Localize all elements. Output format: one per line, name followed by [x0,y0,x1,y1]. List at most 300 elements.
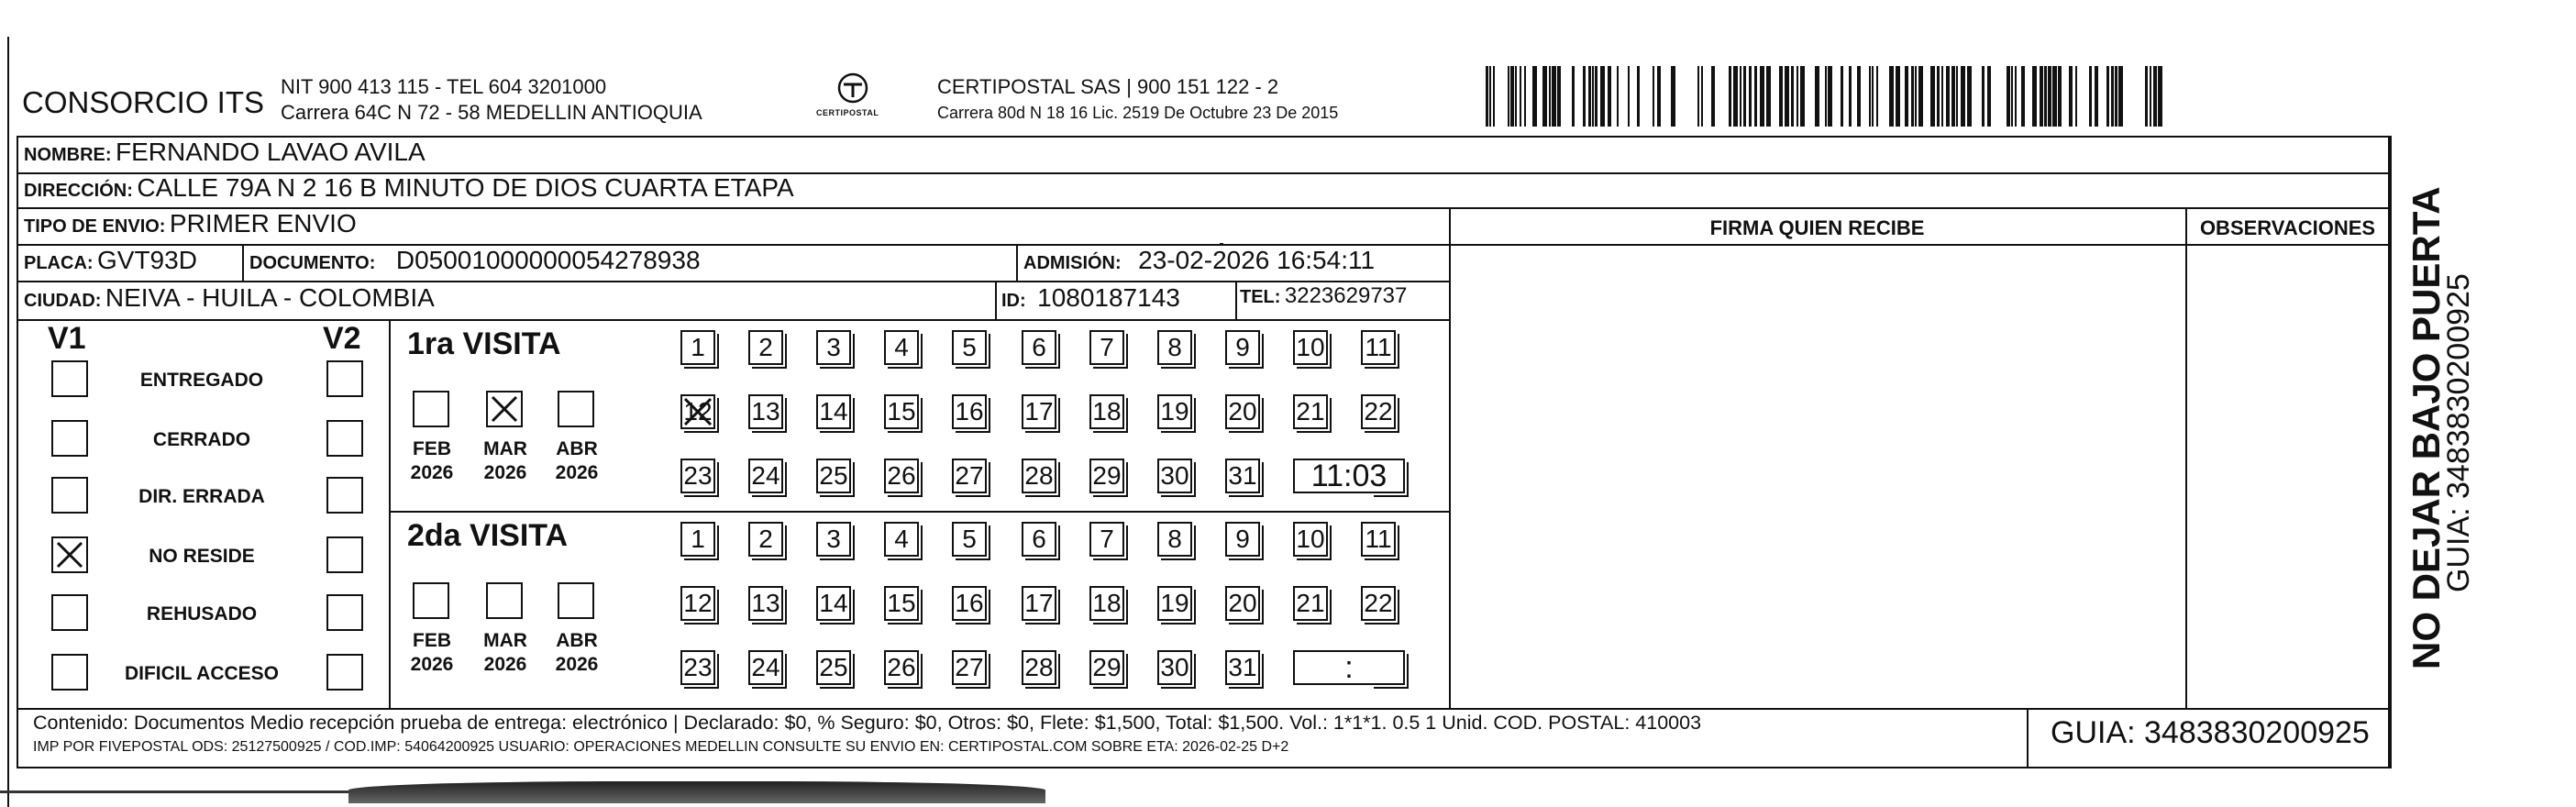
visit1-day-label: 21 [1296,397,1325,426]
visit1-day-15[interactable] [884,394,919,429]
visit1-day-label: 24 [751,461,780,490]
visit2-time-box[interactable] [1293,650,1405,685]
visit2-day-label: 15 [887,589,916,617]
barcode-bar [1815,66,1819,127]
barcode-bar [1515,66,1517,127]
visit1-day-label: 13 [751,397,780,426]
visit2-day-26[interactable] [884,650,919,685]
barcode-bar [2052,66,2057,127]
visit2-day-label: 12 [683,589,713,617]
visit1-day-label: 9 [1235,333,1250,361]
visit2-day-label: 18 [1092,589,1122,617]
nombre-value: FERNANDO LAVAO AVILA [116,138,426,166]
visit2-month-checkbox-mar[interactable] [486,582,523,619]
visit2-day-label: 7 [1100,525,1114,553]
visit2-day-17[interactable] [1022,586,1056,621]
placa-label: PLACA: [24,253,94,273]
barcode-bar [1766,66,1771,127]
barcode-bar [1930,66,1935,127]
visit1-day-23[interactable] [680,459,715,493]
visit2-day-27[interactable] [952,650,987,685]
visit2-month-label: ABR [556,630,598,651]
visit1-day-label: 16 [955,397,984,426]
barcode-bar [1849,66,1852,127]
visit1-day-27[interactable] [952,459,987,493]
visit1-day-1[interactable] [680,330,715,365]
visit2-day-19[interactable] [1157,586,1192,621]
visit1-day-19[interactable] [1157,394,1192,429]
barcode-bar [1946,66,1950,127]
visit2-day-label: 29 [1092,653,1122,681]
page-left-border [7,37,9,807]
id-label: ID: [1001,291,1026,311]
barcode-bar [1608,66,1611,127]
barcode-bar [1889,66,1894,127]
visit1-day-label: 1 [691,333,705,361]
barcode-bar [1937,66,1940,127]
barcode-bar [2021,66,2025,127]
barcode-bar [1542,66,1547,127]
visit2-day-label: 8 [1167,525,1182,553]
barcode-bar [2153,66,2157,127]
visit2-day-label: 16 [955,589,984,617]
id-value: 1080187143 [1037,283,1180,312]
visit1-day-label: 28 [1024,461,1054,490]
certipostal-logo [814,72,891,125]
visit2-year-label: 2026 [555,654,599,675]
side-guia: GUIA: 3483830200925 [2441,273,2476,592]
barcode-bar [1841,66,1843,127]
visit2-day-label: 28 [1024,653,1054,681]
visit2-day-9[interactable] [1225,522,1260,557]
barcode [1486,66,2164,127]
ciudad-label: CIUDAD: [24,291,102,311]
visit2-day-18[interactable] [1089,586,1124,621]
visit1-day-3[interactable] [816,330,851,365]
visit1-day-label: 25 [819,461,848,490]
barcode-bar [1872,66,1874,127]
barcode-bar [1583,66,1586,127]
v2-checkbox-cerrado[interactable] [326,420,363,457]
tel-label: TEL: [1240,287,1281,307]
visit2-day-29[interactable] [1089,650,1124,685]
visit2-day-label: 9 [1235,525,1250,553]
barcode-bar [2075,66,2077,127]
v2-label: V2 [323,321,361,356]
visit1-year-label: 2026 [410,462,454,483]
visit1-day-label: 31 [1228,461,1257,490]
visit1-day-label: 14 [819,397,848,426]
visit2-day-10[interactable] [1293,522,1328,557]
nombre-row [24,138,426,167]
barcode-bar [1951,66,1955,127]
visit1-day-25[interactable] [816,459,851,493]
barcode-bar [1941,66,1943,127]
barcode-bar [2044,66,2047,127]
barcode-bar [2040,66,2043,127]
visit2-day-12[interactable] [680,586,715,621]
barcode-bar [1825,66,1827,127]
barcode-bar [1857,66,1861,127]
barcode-bar [1489,66,1491,127]
visit1-day-label: 6 [1032,333,1046,361]
documento-value: D05001000000054278938 [395,246,701,274]
visit1-day-9[interactable] [1225,330,1260,365]
visit2-day-label: 19 [1160,589,1189,617]
ciudad-field [24,283,435,313]
visit2-year-label: 2026 [410,654,454,675]
visit1-day-label: 5 [962,333,977,361]
visit2-day-label: 17 [1024,589,1054,617]
visit2-time-value: : [1344,650,1354,685]
visit2-day-label: 13 [751,589,780,617]
barcode-bar [1961,66,1965,127]
barcode-bar [2150,66,2151,127]
visit2-day-8[interactable] [1157,522,1192,557]
barcode-bar [1876,66,1878,127]
visit1-day-label: 2 [758,333,773,361]
visit1-day-20[interactable] [1225,394,1260,429]
visit1-day-18[interactable] [1089,394,1124,429]
barcode-bar [1779,66,1783,127]
status-option-label: NO RESIDE [149,546,255,567]
visit2-day-28[interactable] [1022,650,1056,685]
visit1-month-label: FEB [413,438,451,459]
barcode-bar [2032,66,2037,127]
barcode-bar [1918,66,1923,127]
status-option-label: DIFICIL ACCESO [124,663,279,684]
barcode-bar [1486,66,1488,127]
barcode-bar [1791,66,1794,127]
visit2-day-16[interactable] [952,586,987,621]
visit2-day-label: 11 [1365,525,1392,553]
v1-label: V1 [48,321,86,356]
visit1-day-8[interactable] [1157,330,1192,365]
visit2-day-label: 25 [819,653,848,681]
status-option-label: REHUSADO [146,603,258,625]
visit2-day-1[interactable] [680,522,715,557]
visit2-day-22[interactable] [1361,586,1396,621]
barcode-bar [1701,66,1703,127]
visit1-day-label: 8 [1167,333,1182,361]
barcode-bar [1628,66,1630,127]
barcode-bar [2118,66,2123,127]
visit1-day-14[interactable] [816,394,851,429]
barcode-bar [1557,66,1561,127]
visit2-day-label: 23 [683,653,713,681]
v2-checkbox-entregado[interactable] [326,360,363,397]
visit2-day-label: 2 [758,525,773,553]
x-mark-icon [55,540,84,569]
visit2-day-7[interactable] [1089,522,1124,557]
visit1-title: 1ra VISITA [407,326,561,361]
barcode-bar [1915,66,1917,127]
barcode-bar [2145,66,2148,127]
visit1-day-label: 3 [826,333,841,361]
barcode-bar [1595,66,1598,127]
visit1-day-label: 7 [1100,333,1114,361]
barcode-bar [2089,66,2092,127]
tel-value: 3223629737 [1284,283,1408,308]
visit1-month-checkbox-abr[interactable] [558,391,594,427]
placa-field [24,246,197,275]
documento-field [249,246,701,275]
ciudad-value: NEIVA - HUILA - COLOMBIA [105,283,435,312]
observaciones-header: OBSERVACIONES [2199,216,2376,239]
barcode-bar [1754,66,1757,127]
barcode-bar [1697,66,1699,127]
barcode-bar [1617,66,1619,127]
barcode-bar [1549,66,1551,127]
visit2-section [389,513,1449,707]
barcode-bar [1711,66,1715,127]
visit1-day-26[interactable] [884,459,919,493]
visit1-day-label: 27 [955,461,984,490]
visit2-day-label: 14 [819,589,848,617]
barcode-bar [2069,66,2073,127]
visit2-month-label: MAR [483,630,527,651]
visit2-day-31[interactable] [1225,650,1260,685]
barcode-bar [1896,66,1900,127]
scan-shadow [348,781,1045,803]
visit1-day-label: 18 [1092,397,1122,426]
visit1-year-label: 2026 [483,462,527,483]
visit2-day-label: 27 [955,653,984,681]
barcode-bar [1524,66,1526,127]
barcode-bar [1508,66,1509,127]
visit1-day-label: 11 [1365,333,1392,361]
nombre-label: NOMBRE: [24,145,112,165]
visit2-day-23[interactable] [680,650,715,685]
visit2-day-4[interactable] [884,522,919,557]
barcode-bar [1800,66,1805,127]
barcode-bar [1510,66,1514,127]
barcode-bar [1520,66,1521,127]
visit1-day-7[interactable] [1089,330,1124,365]
visit2-day-21[interactable] [1293,586,1328,621]
tipo-envio-label: TIPO DE ENVIO: [24,216,166,237]
visit1-day-label: 12 [683,397,713,426]
barcode-bar [1572,66,1575,127]
visit2-day-2[interactable] [748,522,783,557]
visit2-day-15[interactable] [884,586,919,621]
footer-imp-line: IMP POR FIVEPOSTAL ODS: 25127500925 / COD.IMP: 54064200925 USUARIO: OPERACIONES MEDELLIN CONSULTE SU ENVIO EN: CERTIPOSTAL.COM SOBRE ETA: 2026-02-25 D+2 [33,739,1289,755]
certipostal-address: Carrera 80d N 18 16 Lic. 2519 De Octubre 23 De 2015 [937,104,1339,122]
x-mark-icon [490,394,519,424]
visit1-day-label: 19 [1160,397,1189,426]
visit1-day-label: 10 [1296,333,1325,361]
barcode-bar [2106,66,2109,127]
visit1-day-30[interactable] [1157,459,1192,493]
visit2-day-13[interactable] [748,586,783,621]
barcode-bar [1740,66,1741,127]
visit2-day-label: 3 [826,525,841,553]
documento-label: DOCUMENTO: [249,253,376,273]
barcode-bar [1657,66,1661,127]
status-option-label: DIR. ERRADA [138,486,265,507]
direccion-value: CALLE 79A N 2 16 B MINUTO DE DIOS CUARTA ETAPA [137,173,794,202]
visit1-section [389,321,1449,510]
side-warning: NO DEJAR BAJO PUERTA [2405,186,2448,669]
visit1-day-label: 29 [1092,461,1122,490]
barcode-bar [2011,66,2013,127]
barcode-bar [1828,66,1832,127]
status-option-label: CERRADO [152,429,251,450]
visit2-day-24[interactable] [748,650,783,685]
barcode-bar [2111,66,2114,127]
admision-label: ADMISIÓN: [1023,253,1122,273]
v2-checkbox-dir-errada[interactable] [326,477,363,514]
barcode-bar [1729,66,1731,127]
visit1-day-label: 20 [1228,397,1257,426]
barcode-bar [1743,66,1746,127]
visit1-day-12[interactable] [680,394,715,429]
barcode-bar [1982,66,1985,127]
visit1-day-5[interactable] [952,330,987,365]
visit1-day-label: 26 [887,461,916,490]
visit2-day-label: 10 [1296,525,1325,553]
barcode-bar [1749,66,1752,127]
footer-contenido: Contenido: Documentos Medio recepción prueba de entrega: electrónico | Declarado: $0, % Seguro: $0, Otros: $0, Flete: $1,500, Total: $1,500. Vol.: 1*1*1. 0.5 1 Unid. COD. POSTAL: 410003 [33,712,1702,734]
visit1-day-label: 23 [683,461,713,490]
tel-field [1240,283,1407,309]
v2-checkbox-rehusado[interactable] [326,594,363,631]
visit2-day-5[interactable] [952,522,987,557]
barcode-bar [2158,66,2162,127]
visit1-day-21[interactable] [1293,394,1328,429]
barcode-bar [1493,66,1495,127]
visit2-day-label: 22 [1364,589,1393,617]
visit1-day-11[interactable] [1361,330,1396,365]
visit1-time-box[interactable] [1293,459,1405,493]
admision-field [1023,246,1375,275]
visit1-day-22[interactable] [1361,394,1396,429]
visit1-month-checkbox-mar[interactable] [486,391,523,427]
barcode-bar [1987,66,1991,127]
visit2-title: 2da VISITA [407,518,569,553]
placa-value: GVT93D [97,246,197,274]
barcode-bar [1588,66,1591,127]
tipo-envio-row [24,209,357,238]
v2-checkbox-no-reside[interactable] [326,536,363,573]
footer-guia: GUIA: 3483830200925 [2051,715,2370,750]
certipostal-name: CERTIPOSTAL SAS | 900 151 122 - 2 [937,75,1279,98]
barcode-bar [1967,66,1972,127]
barcode-bar [2095,66,2098,127]
barcode-bar [1532,66,1537,127]
visit2-day-label: 31 [1228,653,1257,681]
barcode-bar [1671,66,1675,127]
barcode-bar [1600,66,1605,127]
company-nit: NIT 900 413 115 - TEL 604 3201000 [281,75,607,98]
certipostal-logo-text: CERTIPOSTAL [816,108,879,117]
visit1-day-24[interactable] [748,459,783,493]
visit2-day-label: 21 [1296,589,1325,617]
barcode-bar [1733,66,1738,127]
visit1-year-label: 2026 [555,462,599,483]
visit2-day-label: 26 [887,653,916,681]
visit1-month-label: MAR [483,438,527,459]
barcode-bar [2015,66,2017,127]
visit1-day-28[interactable] [1022,459,1056,493]
visit2-day-label: 24 [751,653,780,681]
barcode-bar [1653,66,1654,127]
visit2-day-3[interactable] [816,522,851,557]
visit2-day-30[interactable] [1157,650,1192,685]
visit1-day-label: 22 [1364,397,1393,426]
visit2-day-label: 4 [894,525,909,553]
visit1-day-4[interactable] [884,330,919,365]
barcode-bar [1785,66,1789,127]
v2-checkbox-dificil-acceso[interactable] [326,654,363,691]
barcode-bar [2115,66,2117,127]
barcode-bar [2048,66,2051,127]
barcode-bar [1637,66,1640,127]
visit2-day-label: 5 [962,525,977,553]
id-field [1001,283,1180,313]
barcode-bar [2058,66,2062,127]
visit2-month-label: FEB [413,630,451,651]
barcode-bar [2007,66,2010,127]
visit2-day-11[interactable] [1361,522,1396,557]
visit1-day-17[interactable] [1022,394,1056,429]
visit2-month-checkbox-abr[interactable] [558,582,594,619]
visit2-day-label: 1 [691,525,705,553]
visit1-day-10[interactable] [1293,330,1328,365]
visit1-day-label: 4 [894,333,909,361]
direccion-label: DIRECCIÓN: [24,181,133,201]
visit1-day-6[interactable] [1022,330,1056,365]
visit2-day-25[interactable] [816,650,851,685]
visit2-day-14[interactable] [816,586,851,621]
barcode-bar [1797,66,1798,127]
visit2-month-checkbox-feb[interactable] [413,582,449,619]
visit1-month-label: ABR [556,438,598,459]
visit2-day-label: 30 [1160,653,1189,681]
company-address: Carrera 64C N 72 - 58 MEDELLIN ANTIOQUIA [281,101,702,124]
firma-header: FIRMA QUIEN RECIBE [1709,216,1925,239]
company-name: CONSORCIO ITS [22,85,265,119]
visit2-day-20[interactable] [1225,586,1260,621]
barcode-bar [1905,66,1908,127]
admision-value: 23-02-2026 16:54:11 [1138,246,1376,274]
visit2-day-label: 20 [1228,589,1257,617]
visit2-day-label: 6 [1032,525,1046,553]
barcode-bar [1592,66,1594,127]
direccion-row [24,173,794,203]
visit1-day-2[interactable] [748,330,783,365]
barcode-bar [1911,66,1914,127]
visit2-year-label: 2026 [483,654,527,675]
x-mark-icon [682,396,713,427]
tipo-envio-value: PRIMER ENVIO [169,209,357,238]
barcode-bar [1869,66,1871,127]
status-option-label: ENTREGADO [139,370,264,391]
visit1-day-label: 17 [1024,397,1054,426]
barcode-bar [1552,66,1556,127]
barcode-bar [1956,66,1958,127]
visit1-month-checkbox-feb[interactable] [413,391,449,427]
visit2-day-6[interactable] [1022,522,1056,557]
visit1-time-value: 11:03 [1310,459,1388,493]
visit1-day-label: 30 [1160,461,1189,490]
visit1-day-13[interactable] [748,394,783,429]
visit1-day-label: 15 [887,397,916,426]
visit1-day-31[interactable] [1225,459,1260,493]
visit1-day-16[interactable] [952,394,987,429]
visit1-day-29[interactable] [1089,459,1124,493]
barcode-bar [1760,66,1764,127]
